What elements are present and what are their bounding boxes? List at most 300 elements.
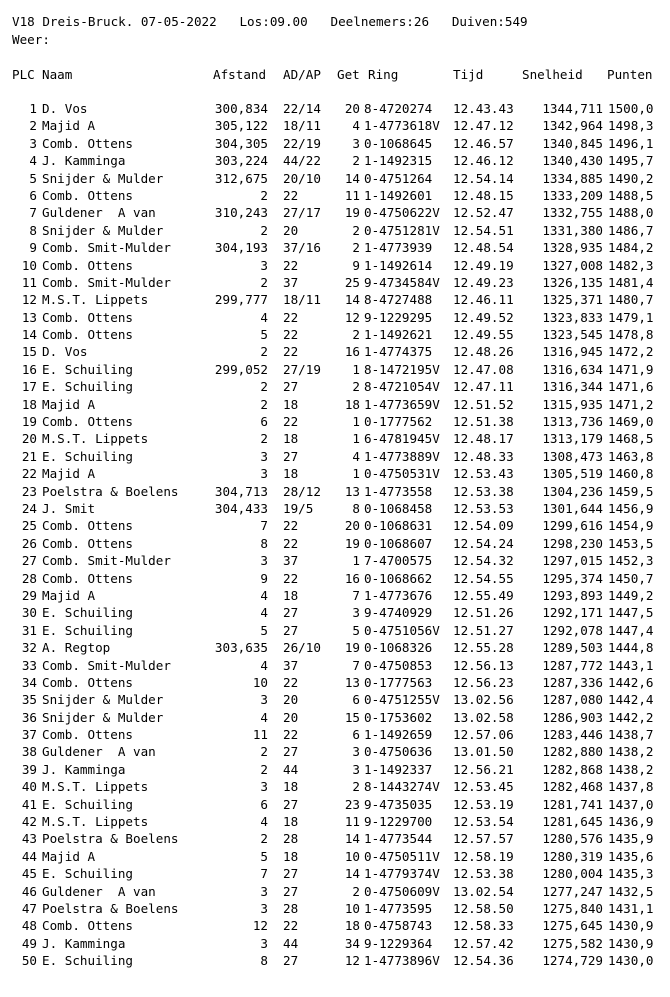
- cell-plc: 14: [21, 327, 37, 343]
- cell-punten: 1480,7: [608, 292, 654, 308]
- cell-get: 4: [352, 118, 360, 134]
- table-row: [0, 570, 670, 587]
- cell-snelheid: 1340,430: [542, 153, 603, 169]
- cell-get: 6: [352, 727, 360, 743]
- table-row: [0, 952, 670, 969]
- cell-tijd: 12.48.54: [453, 240, 514, 256]
- cell-punten: 1449,2: [608, 587, 654, 603]
- cell-afstand: 3: [260, 553, 268, 569]
- cell-adap: 20: [283, 709, 299, 725]
- cell-adap: 22: [283, 257, 299, 273]
- cell-snelheid: 1340,845: [542, 135, 603, 151]
- cell-punten: 1481,4: [608, 274, 654, 290]
- cell-afstand: 3: [260, 257, 268, 273]
- cell-get: 14: [344, 292, 360, 308]
- cell-naam: E. Schuiling: [42, 622, 133, 638]
- cell-adap: 18: [283, 396, 299, 412]
- cell-plc: 19: [21, 414, 37, 430]
- table-row: [0, 917, 670, 934]
- table-row: [0, 465, 670, 482]
- table-row: [0, 830, 670, 847]
- cell-ring: 9-1229700: [364, 814, 433, 830]
- cell-afstand: 4: [260, 309, 268, 325]
- cell-ring: 7-4700575: [364, 553, 433, 569]
- cell-plc: 4: [29, 153, 37, 169]
- cell-punten: 1443,1: [608, 657, 654, 673]
- cell-ring: 0-4751264: [364, 170, 433, 186]
- cell-get: 2: [352, 779, 360, 795]
- cell-get: 19: [344, 640, 360, 656]
- cell-plc: 43: [21, 831, 37, 847]
- cell-afstand: 6: [260, 796, 268, 812]
- cell-get: 34: [344, 935, 360, 951]
- cell-naam: Comb. Smit-Mulder: [42, 657, 171, 673]
- cell-afstand: 4: [260, 587, 268, 603]
- cell-get: 1: [352, 466, 360, 482]
- cell-plc: 18: [21, 396, 37, 412]
- cell-get: 23: [344, 796, 360, 812]
- cell-punten: 1437,0: [608, 796, 654, 812]
- table-row: [0, 778, 670, 795]
- cell-ring: 8-4720274: [364, 101, 433, 116]
- cell-plc: 23: [21, 483, 37, 499]
- cell-get: 19: [344, 535, 360, 551]
- race-header: [12, 13, 528, 30]
- cell-tijd: 12.47.11: [453, 379, 514, 395]
- duiven-label: Duiven:: [451, 14, 505, 29]
- cell-plc: 46: [21, 883, 37, 899]
- cell-snelheid: 1316,634: [542, 361, 603, 377]
- cell-punten: 1447,4: [608, 622, 654, 638]
- table-row: [0, 274, 670, 291]
- cell-adap: 22: [283, 535, 299, 551]
- cell-snelheid: 1328,935: [542, 240, 603, 256]
- cell-punten: 1438,7: [608, 727, 654, 743]
- cell-afstand: 2: [260, 831, 268, 847]
- cell-tijd: 12.51.38: [453, 414, 514, 430]
- table-row: [0, 552, 670, 569]
- cell-punten: 1438,2: [608, 744, 654, 760]
- table-row: [0, 883, 670, 900]
- cell-afstand: 2: [260, 379, 268, 395]
- table-row: [0, 222, 670, 239]
- col-get: Get: [337, 67, 360, 82]
- cell-naam: Guldener A van: [42, 883, 156, 899]
- cell-plc: 45: [21, 866, 37, 882]
- cell-adap: 22: [283, 518, 299, 534]
- cell-tijd: 13.02.56: [453, 692, 514, 708]
- cell-plc: 36: [21, 709, 37, 725]
- cell-afstand: 9: [260, 570, 268, 586]
- cell-get: 20: [344, 518, 360, 534]
- cell-adap: 44: [283, 935, 299, 951]
- cell-get: 20: [344, 101, 360, 116]
- cell-punten: 1438,2: [608, 761, 654, 777]
- cell-adap: 18: [283, 431, 299, 447]
- cell-snelheid: 1283,446: [542, 727, 603, 743]
- cell-naam: Comb. Ottens: [42, 187, 133, 203]
- cell-snelheid: 1313,179: [542, 431, 603, 447]
- cell-adap: 27: [283, 866, 299, 882]
- cell-tijd: 12.54.09: [453, 518, 514, 534]
- cell-punten: 1430,9: [608, 918, 654, 934]
- los-label: Los:: [239, 14, 270, 29]
- table-row: [0, 517, 670, 534]
- cell-afstand: 303,224: [214, 153, 268, 169]
- cell-get: 2: [352, 153, 360, 169]
- cell-adap: 18: [283, 814, 299, 830]
- table-row: [0, 309, 670, 326]
- cell-snelheid: 1332,755: [542, 205, 603, 221]
- cell-adap: 18/11: [283, 292, 321, 308]
- cell-get: 14: [344, 866, 360, 882]
- cell-ring: 0-4751255V: [364, 692, 440, 708]
- cell-afstand: 5: [260, 848, 268, 864]
- cell-snelheid: 1292,171: [542, 605, 603, 621]
- cell-plc: 47: [21, 900, 37, 916]
- cell-adap: 27/17: [283, 205, 321, 221]
- cell-tijd: 12.58.19: [453, 848, 514, 864]
- cell-tijd: 12.53.54: [453, 814, 514, 830]
- cell-afstand: 7: [260, 518, 268, 534]
- cell-tijd: 12.55.28: [453, 640, 514, 656]
- cell-tijd: 12.47.08: [453, 361, 514, 377]
- cell-plc: 20: [21, 431, 37, 447]
- cell-naam: J. Kamminga: [42, 153, 126, 169]
- table-row: [0, 587, 670, 604]
- cell-punten: 1490,2: [608, 170, 654, 186]
- cell-ring: 0-1068645: [364, 135, 433, 151]
- cell-adap: 44/22: [283, 153, 321, 169]
- cell-plc: 48: [21, 918, 37, 934]
- cell-tijd: 12.53.45: [453, 779, 514, 795]
- cell-afstand: 3: [260, 883, 268, 899]
- cell-get: 2: [352, 379, 360, 395]
- cell-tijd: 12.48.15: [453, 187, 514, 203]
- results-table: [0, 100, 670, 970]
- cell-afstand: 3: [260, 779, 268, 795]
- cell-snelheid: 1333,209: [542, 187, 603, 203]
- duiven-value: 549: [504, 14, 528, 29]
- cell-get: 10: [344, 848, 360, 864]
- cell-plc: 35: [21, 692, 37, 708]
- cell-punten: 1454,9: [608, 518, 654, 534]
- cell-tijd: 12.48.26: [453, 344, 514, 360]
- cell-adap: 18: [283, 779, 299, 795]
- cell-punten: 1435,3: [608, 866, 654, 882]
- cell-get: 1: [352, 414, 360, 430]
- cell-tijd: 12.49.19: [453, 257, 514, 273]
- cell-get: 18: [344, 396, 360, 412]
- cell-ring: 1-4774375: [364, 344, 433, 360]
- cell-adap: 27/19: [283, 361, 321, 377]
- cell-naam: Majid A: [42, 396, 96, 412]
- cell-ring: 1-1492315: [364, 153, 433, 169]
- cell-tijd: 12.55.49: [453, 587, 514, 603]
- cell-plc: 9: [29, 240, 37, 256]
- cell-adap: 37: [283, 274, 299, 290]
- table-row: [0, 204, 670, 221]
- weer-label: Weer:: [12, 32, 50, 47]
- cell-afstand: 8: [260, 535, 268, 551]
- cell-punten: 1495,7: [608, 153, 654, 169]
- cell-snelheid: 1274,729: [542, 953, 603, 969]
- cell-punten: 1447,5: [608, 605, 654, 621]
- cell-ring: 1-4773676: [364, 587, 433, 603]
- cell-plc: 13: [21, 309, 37, 325]
- cell-get: 2: [352, 327, 360, 343]
- cell-snelheid: 1280,319: [542, 848, 603, 864]
- cell-adap: 27: [283, 953, 299, 969]
- race-title: V18 Dreis-Bruck. 07-05-2022: [12, 14, 217, 29]
- cell-punten: 1442,2: [608, 709, 654, 725]
- cell-adap: 26/10: [283, 640, 321, 656]
- cell-adap: 22: [283, 570, 299, 586]
- cell-adap: 37: [283, 657, 299, 673]
- cell-plc: 17: [21, 379, 37, 395]
- cell-adap: 20/10: [283, 170, 321, 186]
- cell-afstand: 6: [260, 414, 268, 430]
- cell-naam: Snijder & Mulder: [42, 222, 164, 238]
- cell-tijd: 12.48.33: [453, 448, 514, 464]
- cell-adap: 18: [283, 848, 299, 864]
- cell-get: 19: [344, 205, 360, 221]
- cell-tijd: 12.49.52: [453, 309, 514, 325]
- cell-punten: 1488,0: [608, 205, 654, 221]
- cell-tijd: 13.01.50: [453, 744, 514, 760]
- cell-afstand: 4: [260, 657, 268, 673]
- cell-tijd: 12.51.27: [453, 622, 514, 638]
- table-row: [0, 709, 670, 726]
- cell-afstand: 3: [260, 692, 268, 708]
- cell-adap: 22/14: [283, 101, 321, 116]
- cell-get: 15: [344, 709, 360, 725]
- cell-adap: 27: [283, 622, 299, 638]
- cell-get: 14: [344, 170, 360, 186]
- cell-ring: 0-1068662: [364, 570, 433, 586]
- cell-adap: 22: [283, 674, 299, 690]
- cell-afstand: 2: [260, 761, 268, 777]
- cell-adap: 22: [283, 727, 299, 743]
- cell-naam: Comb. Ottens: [42, 518, 133, 534]
- cell-naam: Poelstra & Boelens: [42, 483, 179, 499]
- cell-snelheid: 1301,644: [542, 500, 603, 516]
- cell-plc: 26: [21, 535, 37, 551]
- cell-naam: Snijder & Mulder: [42, 170, 164, 186]
- cell-punten: 1478,8: [608, 327, 654, 343]
- cell-punten: 1460,8: [608, 466, 654, 482]
- deelnemers-value: 26: [413, 14, 430, 29]
- cell-get: 2: [352, 222, 360, 238]
- cell-punten: 1471,9: [608, 361, 654, 377]
- cell-ring: 0-1068607: [364, 535, 433, 551]
- table-row: [0, 813, 670, 830]
- cell-ring: 9-4735035: [364, 796, 433, 812]
- cell-punten: 1436,9: [608, 814, 654, 830]
- cell-naam: E. Schuiling: [42, 953, 133, 969]
- cell-afstand: 8: [260, 953, 268, 969]
- table-row: [0, 726, 670, 743]
- cell-get: 11: [344, 814, 360, 830]
- col-punten: Punten: [607, 67, 653, 82]
- cell-plc: 50: [21, 953, 37, 969]
- table-row: [0, 291, 670, 308]
- cell-ring: 0-4750636: [364, 744, 433, 760]
- cell-snelheid: 1323,545: [542, 327, 603, 343]
- table-row: [0, 100, 670, 117]
- cell-afstand: 2: [260, 222, 268, 238]
- cell-punten: 1430,0: [608, 953, 654, 969]
- cell-afstand: 303,635: [214, 640, 268, 656]
- cell-naam: J. Kamminga: [42, 761, 126, 777]
- cell-naam: M.S.T. Lippets: [42, 779, 149, 795]
- cell-ring: 0-1753602: [364, 709, 433, 725]
- cell-ring: 0-4751056V: [364, 622, 440, 638]
- table-row: [0, 848, 670, 865]
- cell-adap: 28/12: [283, 483, 321, 499]
- cell-afstand: 3: [260, 466, 268, 482]
- cell-afstand: 304,305: [214, 135, 268, 151]
- cell-get: 1: [352, 553, 360, 569]
- cell-get: 14: [344, 831, 360, 847]
- cell-punten: 1498,3: [608, 118, 654, 134]
- cell-adap: 37/16: [283, 240, 321, 256]
- cell-snelheid: 1287,336: [542, 674, 603, 690]
- cell-plc: 49: [21, 935, 37, 951]
- cell-snelheid: 1280,576: [542, 831, 603, 847]
- cell-adap: 18: [283, 466, 299, 482]
- cell-ring: 1-4773558: [364, 483, 433, 499]
- cell-afstand: 11: [252, 727, 268, 743]
- cell-plc: 5: [29, 170, 37, 186]
- cell-ring: 9-4734584V: [364, 274, 440, 290]
- cell-naam: Comb. Ottens: [42, 414, 133, 430]
- cell-get: 16: [344, 570, 360, 586]
- cell-snelheid: 1275,840: [542, 900, 603, 916]
- cell-tijd: 12.54.36: [453, 953, 514, 969]
- cell-ring: 1-4779374V: [364, 866, 440, 882]
- cell-naam: M.S.T. Lippets: [42, 292, 149, 308]
- cell-afstand: 305,122: [214, 118, 268, 134]
- cell-naam: Guldener A van: [42, 744, 156, 760]
- cell-punten: 1488,5: [608, 187, 654, 203]
- cell-punten: 1472,2: [608, 344, 654, 360]
- cell-snelheid: 1275,645: [542, 918, 603, 934]
- table-row: [0, 483, 670, 500]
- cell-snelheid: 1282,468: [542, 779, 603, 795]
- cell-adap: 27: [283, 883, 299, 899]
- cell-tijd: 12.53.38: [453, 483, 514, 499]
- cell-plc: 16: [21, 361, 37, 377]
- cell-punten: 1469,0: [608, 414, 654, 430]
- cell-tijd: 12.48.17: [453, 431, 514, 447]
- cell-plc: 12: [21, 292, 37, 308]
- cell-snelheid: 1295,374: [542, 570, 603, 586]
- cell-adap: 28: [283, 831, 299, 847]
- cell-tijd: 12.54.14: [453, 170, 514, 186]
- col-naam: Naam: [42, 67, 73, 82]
- cell-naam: Comb. Ottens: [42, 135, 133, 151]
- cell-naam: Majid A: [42, 848, 96, 864]
- cell-naam: Comb. Ottens: [42, 327, 133, 343]
- cell-snelheid: 1280,004: [542, 866, 603, 882]
- cell-snelheid: 1334,885: [542, 170, 603, 186]
- table-row: [0, 239, 670, 256]
- cell-plc: 29: [21, 587, 37, 603]
- cell-naam: Snijder & Mulder: [42, 709, 164, 725]
- cell-ring: 0-1068631: [364, 518, 433, 534]
- cell-tijd: 12.46.12: [453, 153, 514, 169]
- cell-get: 12: [344, 309, 360, 325]
- cell-tijd: 12.56.23: [453, 674, 514, 690]
- cell-afstand: 299,052: [214, 361, 268, 377]
- table-row: [0, 622, 670, 639]
- cell-adap: 22/19: [283, 135, 321, 151]
- cell-punten: 1442,4: [608, 692, 654, 708]
- table-row: [0, 378, 670, 395]
- cell-plc: 22: [21, 466, 37, 482]
- cell-get: 1: [352, 361, 360, 377]
- cell-snelheid: 1305,519: [542, 466, 603, 482]
- cell-tijd: 12.53.43: [453, 466, 514, 482]
- cell-naam: Comb. Ottens: [42, 257, 133, 273]
- cell-get: 25: [344, 274, 360, 290]
- cell-plc: 27: [21, 553, 37, 569]
- cell-tijd: 12.51.52: [453, 396, 514, 412]
- cell-ring: 6-4781945V: [364, 431, 440, 447]
- cell-afstand: 2: [260, 431, 268, 447]
- cell-tijd: 12.52.47: [453, 205, 514, 221]
- cell-plc: 32: [21, 640, 37, 656]
- cell-punten: 1431,1: [608, 900, 654, 916]
- table-row: [0, 257, 670, 274]
- cell-ring: 0-4750622V: [364, 205, 440, 221]
- cell-plc: 33: [21, 657, 37, 673]
- cell-tijd: 12.47.12: [453, 118, 514, 134]
- cell-naam: M.S.T. Lippets: [42, 814, 149, 830]
- cell-punten: 1442,6: [608, 674, 654, 690]
- cell-punten: 1463,8: [608, 448, 654, 464]
- cell-get: 4: [352, 448, 360, 464]
- cell-plc: 41: [21, 796, 37, 812]
- cell-punten: 1453,5: [608, 535, 654, 551]
- table-row: [0, 448, 670, 465]
- cell-get: 3: [352, 605, 360, 621]
- cell-plc: 7: [29, 205, 37, 221]
- cell-ring: 1-1492614: [364, 257, 433, 273]
- cell-plc: 15: [21, 344, 37, 360]
- table-row: [0, 935, 670, 952]
- cell-punten: 1444,8: [608, 640, 654, 656]
- cell-afstand: 304,433: [214, 500, 268, 516]
- cell-get: 5: [352, 622, 360, 638]
- cell-plc: 24: [21, 500, 37, 516]
- table-row: [0, 326, 670, 343]
- cell-snelheid: 1315,935: [542, 396, 603, 412]
- cell-afstand: 4: [260, 814, 268, 830]
- cell-plc: 25: [21, 518, 37, 534]
- cell-ring: 8-1443274V: [364, 779, 440, 795]
- table-row: [0, 500, 670, 517]
- cell-afstand: 2: [260, 274, 268, 290]
- cell-snelheid: 1275,582: [542, 935, 603, 951]
- cell-adap: 27: [283, 796, 299, 812]
- cell-get: 3: [352, 135, 360, 151]
- cell-snelheid: 1323,833: [542, 309, 603, 325]
- cell-punten: 1456,9: [608, 500, 654, 516]
- cell-afstand: 2: [260, 744, 268, 760]
- cell-ring: 8-4721054V: [364, 379, 440, 395]
